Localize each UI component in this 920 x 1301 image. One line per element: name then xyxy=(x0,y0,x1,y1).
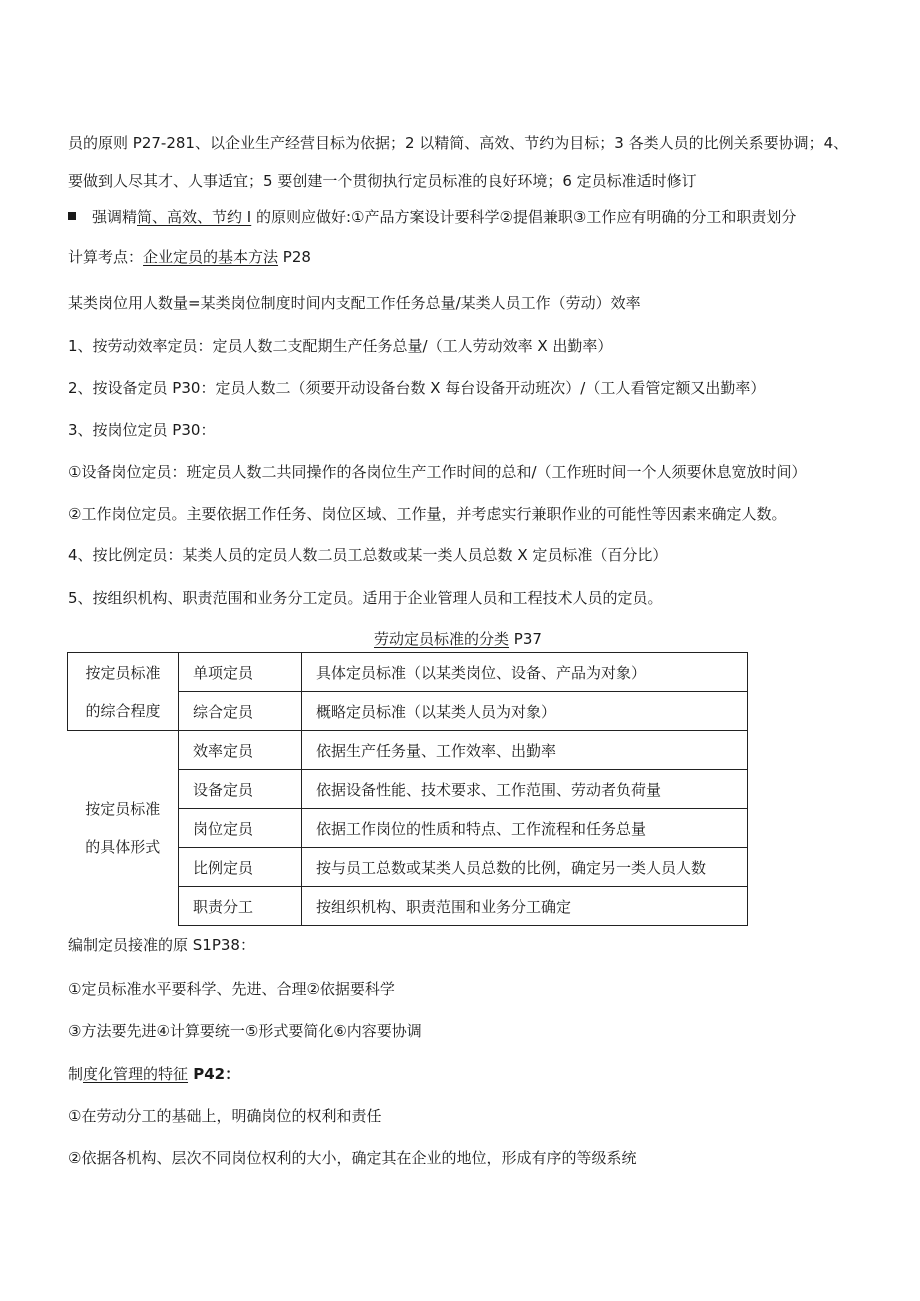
staffing-desc-cell: 按组织机构、职责范围和业务分工确定 xyxy=(302,887,748,926)
staffing-desc-cell: 依据生产任务量、工作效率、出勤率 xyxy=(302,731,748,770)
table-caption-page: P37 xyxy=(509,630,542,648)
calc-heading-prefix: 计算考点： xyxy=(68,248,144,266)
bullet-text-pre: 强调精 xyxy=(92,208,138,226)
staffing-standard-table xyxy=(67,652,748,926)
staffing-type-cell: 效率定员 xyxy=(179,731,302,770)
table-row xyxy=(68,731,748,770)
group-specific-form-cell xyxy=(68,731,179,926)
method-3: 3、按岗位定员 P30： xyxy=(68,421,216,439)
staffing-type-cell: 职责分工 xyxy=(179,887,302,926)
calc-heading-suffix: P28 xyxy=(278,248,311,266)
staffing-desc-cell: 依据设备性能、技术要求、工作范围、劳动者负荷量 xyxy=(302,770,748,809)
group-comprehensive-cell xyxy=(68,653,179,731)
calc-heading xyxy=(68,247,311,267)
group-label-line-1: 按定员标准 xyxy=(85,800,161,819)
group-label-line-2: 的具体形式 xyxy=(85,838,161,857)
emphasis-bullet xyxy=(68,207,796,227)
staffing-type-cell: 单项定员 xyxy=(179,653,302,692)
staffing-type-cell: 综合定员 xyxy=(179,692,302,731)
formula-line: 某类岗位用人数量=某类岗位制度时间内支配工作任务总量/某类人员工作（劳动）效率 xyxy=(68,294,641,312)
square-bullet-icon xyxy=(68,212,76,220)
principles-line-1: 员的原则 P27-281、以企业生产经营目标为依据；2 以精简、高效、节约为目标；3 各类人员的比例关系要协调；4、 xyxy=(68,134,849,152)
method-4: 4、按比例定员：某类人员的定员人数二员工总数或某一类人员总数 X 定员标准（百分比） xyxy=(68,546,668,564)
method-2: 2、按设备定员 P30：定员人数二（须要开动设备台数 X 每台设备开动班次）/（工人看管定额又出勤率） xyxy=(68,379,766,397)
method-5: 5、按组织机构、职责范围和业务分工定员。适用于企业管理人员和工程技术人员的定员。 xyxy=(68,589,663,607)
staffing-type-cell: 比例定员 xyxy=(179,848,302,887)
system-heading xyxy=(68,1064,240,1084)
bullet-text-underlined: 简、高效、节约 I xyxy=(137,208,252,226)
system-feature-1: ①在劳动分工的基础上，明确岗位的权利和责任 xyxy=(68,1107,382,1125)
table-caption-title: 劳动定员标准的分类 xyxy=(374,630,510,648)
system-heading-page: P42： xyxy=(188,1065,241,1083)
table-row xyxy=(68,653,748,692)
system-heading-underlined: 度化管理的特征 xyxy=(83,1065,189,1083)
method-3a: ①设备岗位定员：班定员人数二共同操作的各岗位生产工作时间的总和/（工作班时间一个人须要休息宽放时间） xyxy=(68,463,807,481)
group-label-line-1: 按定员标准 xyxy=(85,663,161,682)
method-3b: ②工作岗位定员。主要依据工作任务、岗位区域、工作量，并考虑实行兼职作业的可能性等因素来确定人数。 xyxy=(68,505,787,523)
staffing-desc-cell: 具体定员标准（以某类岗位、设备、产品为对象） xyxy=(302,653,748,692)
table-caption xyxy=(374,629,542,649)
staffing-type-cell: 岗位定员 xyxy=(179,809,302,848)
compile-principles-1: ①定员标准水平要科学、先进、合理②依据要科学 xyxy=(68,980,395,998)
system-feature-2: ②依据各机构、层次不同岗位权利的大小，确定其在企业的地位，形成有序的等级系统 xyxy=(68,1149,637,1167)
method-1: 1、按劳动效率定员：定员人数二支配期生产任务总量/（工人劳动效率 X 出勤率） xyxy=(68,337,613,355)
system-heading-pre: 制 xyxy=(68,1065,84,1083)
staffing-desc-cell: 按与员工总数或某类人员总数的比例，确定另一类人员人数 xyxy=(302,848,748,887)
staffing-desc-cell: 概略定员标准（以某类人员为对象） xyxy=(302,692,748,731)
compile-principles-2: ③方法要先进④计算要统一⑤形式要简化⑥内容要协调 xyxy=(68,1022,422,1040)
compile-heading: 编制定员接准的原 S1P38： xyxy=(68,936,255,954)
group-label-line-2: 的综合程度 xyxy=(85,701,161,720)
staffing-desc-cell: 依据工作岗位的性质和特点、工作流程和任务总量 xyxy=(302,809,748,848)
calc-heading-underlined: 企业定员的基本方法 xyxy=(143,248,279,266)
staffing-type-cell: 设备定员 xyxy=(179,770,302,809)
bullet-text-post: 的原则应做好:①产品方案设计要科学②提倡兼职③工作应有明确的分工和职责划分 xyxy=(251,208,797,226)
principles-line-2: 要做到人尽其才、人事适宜；5 要创建一个贯彻执行定员标准的良好环境；6 定员标准适时修订 xyxy=(68,172,697,190)
